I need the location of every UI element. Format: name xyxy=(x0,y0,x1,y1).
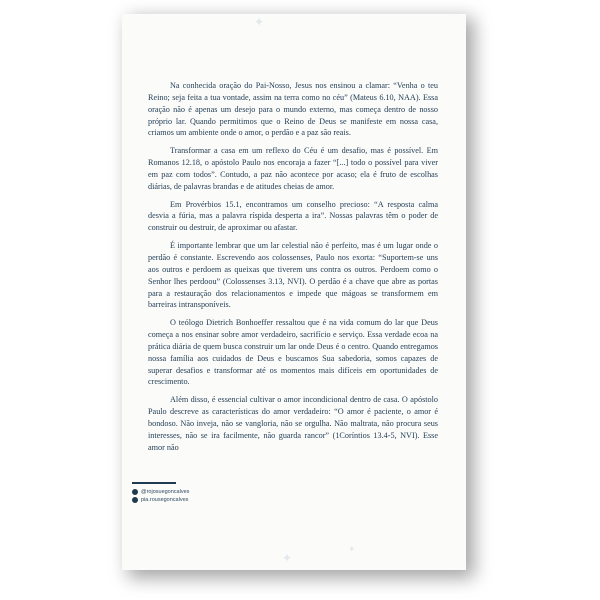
paragraph: Além disso, é essencial cultivar o amor incondicional dentro de casa. O apóstolo Paulo descreve as características do amor verdadeiro: “O amor é paciente, o amor é bondoso. Não inveja, não se vangloria, não se orgulha. Não maltrata, não procura seus interesses, não se ira facilmente, não guarda rancor” (1Coríntios 13.4-5, NVI). Esse amor não xyxy=(148,395,438,452)
paragraph: Em Provérbios 15.1, encontramos um conselho precioso: “A resposta calma desvia a fúria, mas a palavra ríspida desperta a ira”. Nossas palavras têm o poder de construir ou destruir, de aproximar ou afastar. xyxy=(148,199,438,233)
body-text xyxy=(148,80,438,459)
star-decoration: ✦ xyxy=(282,551,293,565)
footer-rule xyxy=(132,482,176,484)
star-decoration: ✦ xyxy=(348,545,356,555)
star-decoration: ✦ xyxy=(254,15,265,29)
book-page xyxy=(122,14,466,570)
paragraph: Transformar a casa em um reflexo do Céu é um desafio, mas é possível. Em Romanos 12.18, o apóstolo Paulo nos encoraja a fazer “[...] todo o possível para viver em paz com todos”. Contudo, a paz não acontece por acaso; ela é fruto de escolhas diárias, de palavras brandas e de atitudes cheias de amor. xyxy=(148,146,438,191)
social-handle-row xyxy=(132,488,189,496)
social-footer xyxy=(132,482,189,504)
paragraph: Na conhecida oração do Pai-Nosso, Jesus nos ensinou a clamar: “Venha o teu Reino; seja feita a tua vontade, assim na terra como no céu” (Mateus 6.10, NAA). Essa oração não é apenas um desejo para o mundo externo, mas começa dentro de nosso próprio lar. Quando permitimos que o Reino de Deus se manifeste em nossa casa, criamos um ambiente onde o amor, o perdão e a paz são reais. xyxy=(148,81,438,138)
facebook-icon xyxy=(132,497,138,503)
social-handle: pia.rousegoncalves xyxy=(141,497,189,503)
paragraph: É importante lembrar que um lar celestial não é perfeito, mas é um lugar onde o perdão é constante. Escrevendo aos colossenses, Paulo nos exorta: “Suportem-se uns aos outros e perdoem as queixas que tiverem uns contra os outros. Perdoem como o Senhor lhes perdoou” (Colossenses 3.13, NVI). O perdão é a chave que abre as portas para a restauração dos relacionamentos e impede que mágoas se transformem em barreiras intransponíveis. xyxy=(148,241,438,310)
social-handle: @rojosuegoncalves xyxy=(141,489,190,495)
instagram-icon xyxy=(132,489,138,495)
social-handle-row xyxy=(132,496,189,504)
paragraph: O teólogo Dietrich Bonhoeffer ressaltou que é na vida comum do lar que Deus começa a nos ensinar sobre amor verdadeiro, sacrifício e serviço. Essa verdade ecoa na prática diária de quem busca construir um lar onde Deus é o centro. Quando entregamos nossa família aos cuidados de Deus e buscamos Sua sabedoria, somos capazes de superar desafios e transformar até os momentos mais difíceis em oportunidades de crescimento. xyxy=(148,318,438,387)
